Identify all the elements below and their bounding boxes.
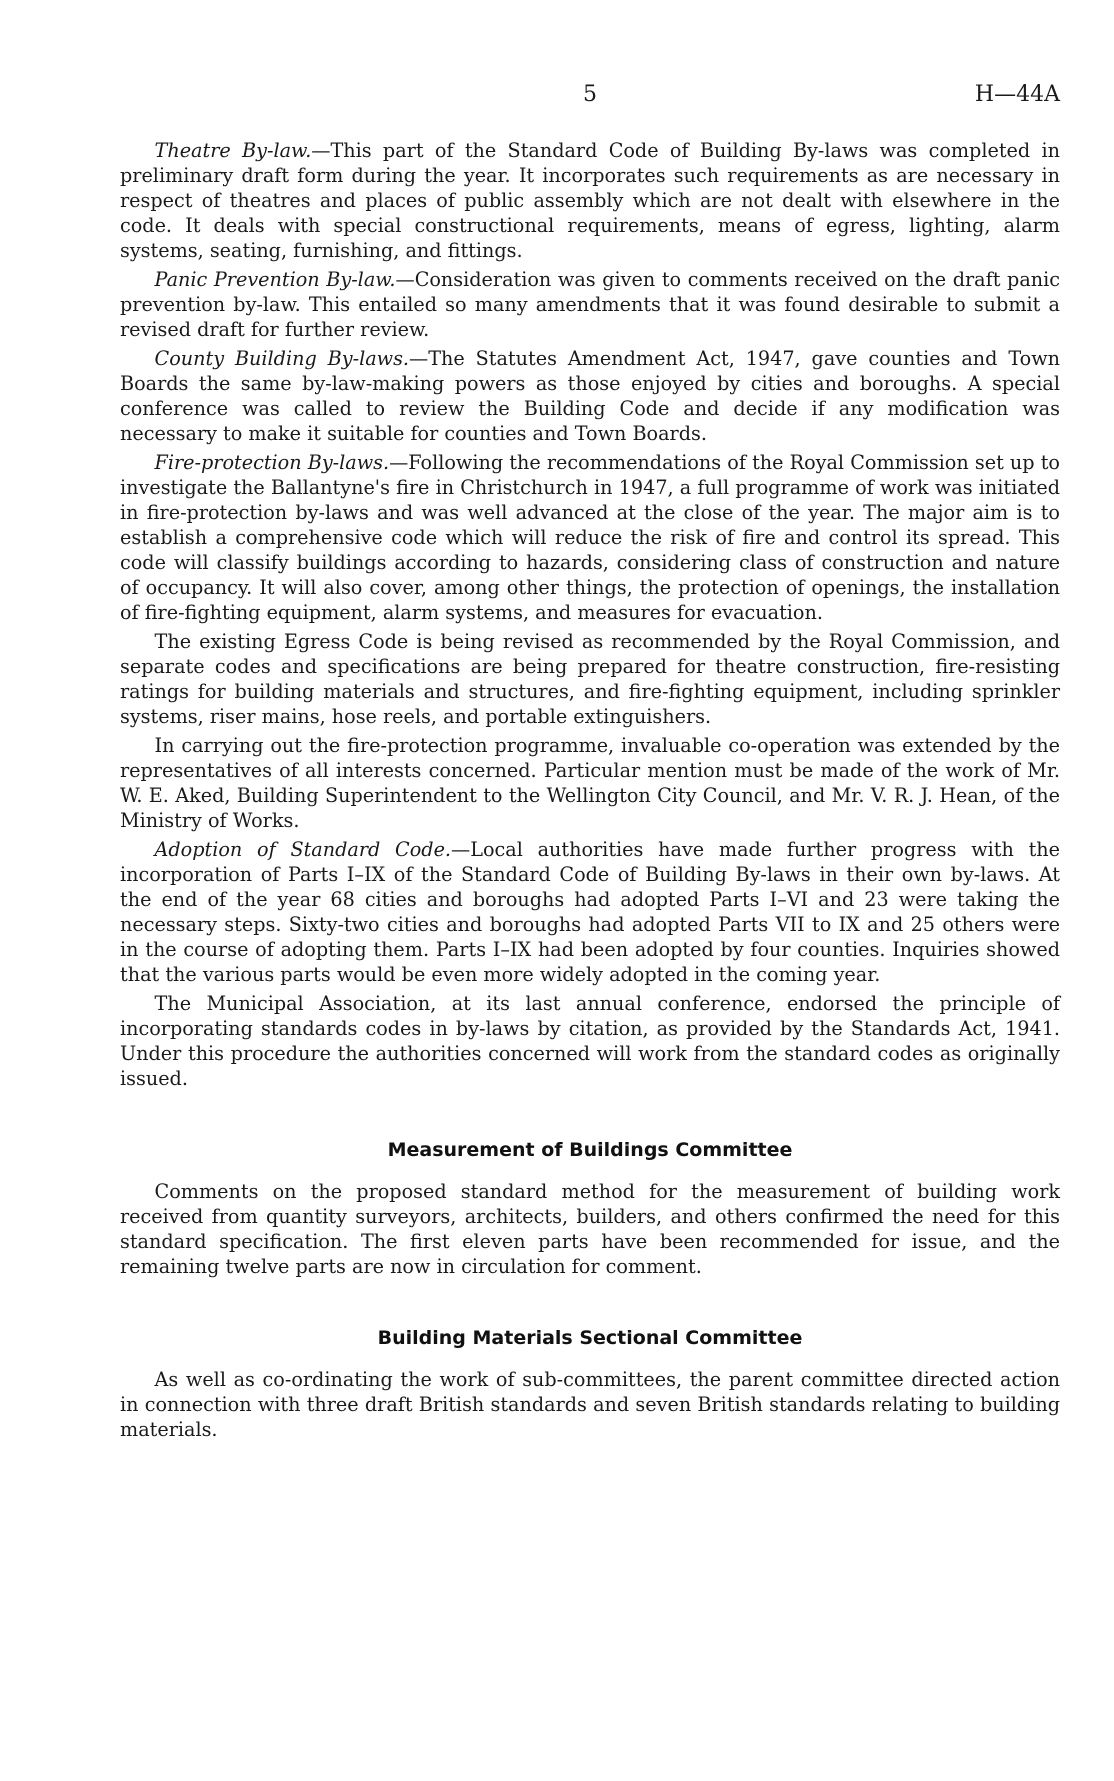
paragraph-egress-code <box>120 629 1060 729</box>
paragraph-text: The existing Egress Code is being revised as recommended by the Royal Commission, and separate codes and specifications are being prepared for theatre construction, fire-resisting ratings for building materials and structures, and fire-fighting equipment, including sprinkler systems, riser mains, hose reels, and portable extinguishers. <box>120 630 1060 728</box>
paragraph-county-building <box>120 346 1060 446</box>
paragraph-theatre-bylaw <box>120 138 1060 263</box>
paragraph-panic-prevention <box>120 267 1060 342</box>
paragraph-lead: County Building By-laws. <box>154 347 410 370</box>
paragraph-lead: Fire-protection By-laws. <box>154 451 390 474</box>
paragraph-text: —Consideration was given to comments received on the draft panic prevention by-law. This entailed so many amendments that it was found desirable to submit a revised draft for further review. <box>120 268 1060 341</box>
page-header <box>120 80 1060 110</box>
paragraph-lead: Panic Prevention By-law. <box>154 268 396 291</box>
section-text-materials: As well as co-ordinating the work of sub-committees, the parent committee directed action in connection with three draft British standards and seven British standards relating to building materials. <box>120 1368 1060 1441</box>
paragraph-text: —Following the recommendations of the Royal Commission set up to investigate the Ballantyne's fire in Christchurch in 1947, a full programme of work was initiated in fire-protection by-laws and was well advanced at the close of the year. The major aim is to establish a comprehensive code which will reduce the risk of fire and control its spread. This code will classify buildings according to hazards, considering class of construction and nature of occupancy. It will also cover, among other things, the protection of openings, the installation of fire-fighting equipment, alarm systems, and measures for evacuation. <box>120 451 1060 624</box>
document-reference: H—44A <box>974 82 1060 107</box>
paragraph-text: The Municipal Association, at its last annual conference, endorsed the principle of incorporating standards codes in by-laws by citation, as provided by the Standards Act, 1941. Under this procedure the authorities concerned will work from the standard codes as originally issued. <box>120 992 1060 1090</box>
section-heading-measurement: Measurement of Buildings Committee <box>387 1139 793 1161</box>
paragraph-lead: Adoption of Standard Code. <box>154 838 452 861</box>
paragraph-cooperation <box>120 733 1060 833</box>
section-text-measurement: Comments on the proposed standard method for the measurement of building work received from quantity surveyors, architects, builders, and others confirmed the need for this standard specification. The first eleven parts have been recommended for issue, and the remaining twelve parts are now in circulation for comment. <box>120 1180 1060 1278</box>
page-number: 5 <box>583 82 597 107</box>
paragraph-adoption <box>120 837 1060 987</box>
document-body <box>120 138 1060 1442</box>
section-heading-materials: Building Materials Sectional Committee <box>377 1327 803 1349</box>
paragraph-lead: Theatre By-law. <box>154 139 312 162</box>
paragraph-municipal-association <box>120 991 1060 1091</box>
paragraph-text: —This part of the Standard Code of Building By-laws was completed in preliminary draft form during the year. It incorporates such requirements as are necessary in respect of theatres and places of public assembly which are not dealt with elsewhere in the code. It deals with special constructional requirements, means of egress, lighting, alarm systems, seating, furnishing, and fittings. <box>120 139 1060 262</box>
paragraph-text: —Local authorities have made further progress with the incorporation of Parts I–IX of the Standard Code of Building By-laws in their own by-laws. At the end of the year 68 cities and boroughs had adopted Parts I–VI and 23 were taking the necessary steps. Sixty-two cities and boroughs had adopted Parts VII to IX and 25 others were in the course of adopting them. Parts I–IX had been adopted by four counties. Inquiries showed that the various parts would be even more widely adopted in the coming year. <box>120 838 1061 986</box>
paragraph-text: —The Statutes Amendment Act, 1947, gave counties and Town Boards the same by-law-making powers as those enjoyed by cities and boroughs. A special conference was called to review the Building Code and decide if any modification was necessary to make it suitable for counties and Town Boards. <box>120 347 1060 445</box>
paragraph-fire-protection <box>120 450 1060 625</box>
paragraph-text: In carrying out the fire-protection programme, invaluable co-operation was extended by the representatives of all interests concerned. Particular mention must be made of the work of Mr. W. E. Aked, Building Superintendent to the Wellington City Council, and Mr. V. R. J. Hean, of the Ministry of Works. <box>120 734 1060 832</box>
